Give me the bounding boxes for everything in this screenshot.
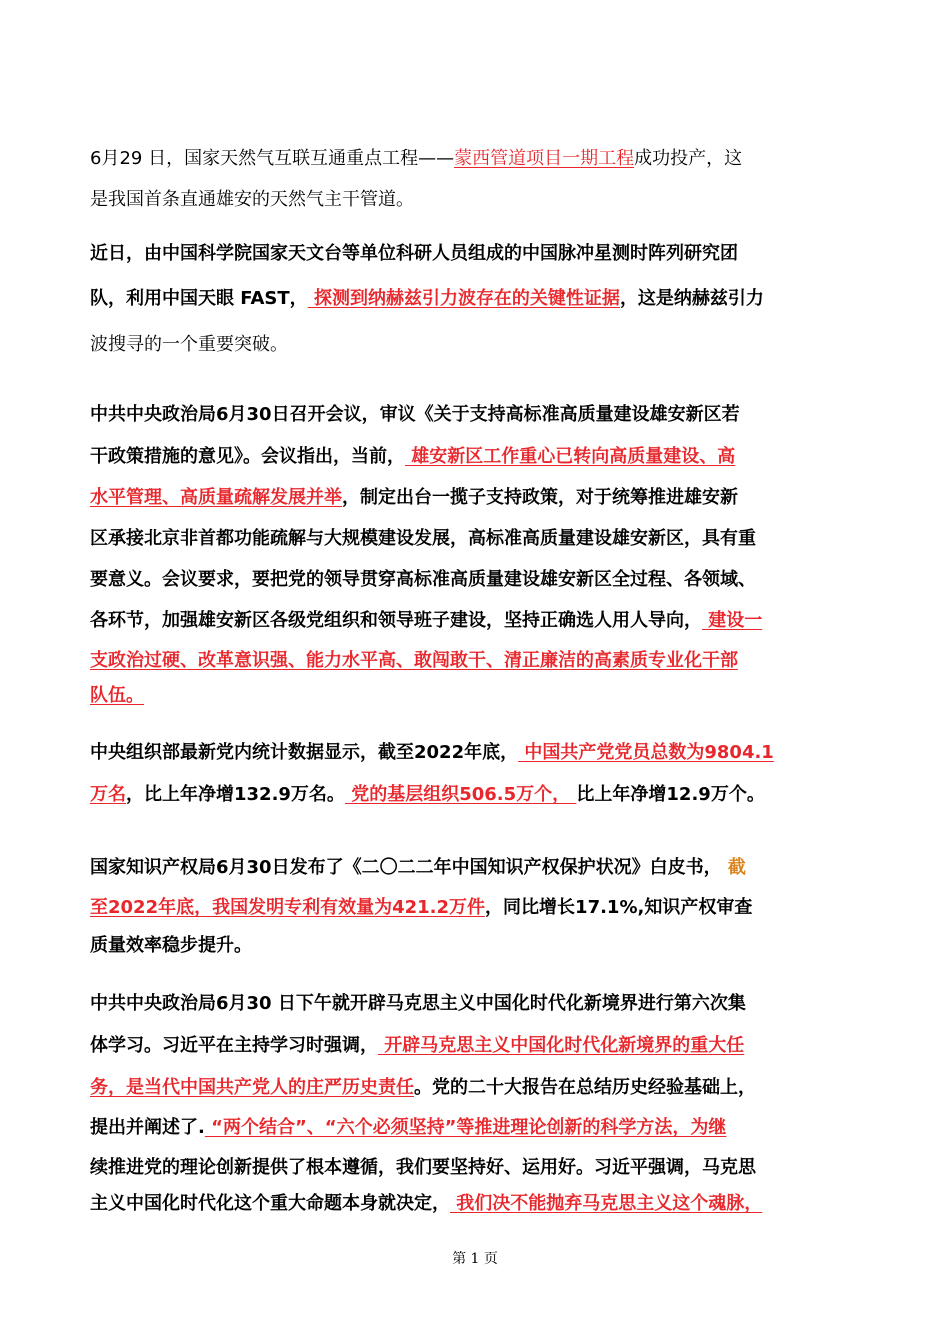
- text-span: ，同比增长17.1%,知识产权审查: [485, 897, 753, 918]
- highlighted-text: 支政治过硬、改革意识强、能力水平高、敢闯敢干、清正廉洁的高素质专业化干部: [90, 650, 738, 671]
- text-line: [90, 738, 774, 768]
- highlighted-text: 至2022年底，我国发明专利有效量为421.2万件: [90, 897, 486, 918]
- highlighted-text: 队伍。: [90, 685, 144, 706]
- text-line: [90, 1031, 744, 1061]
- text-span: 。党的二十大报告在总结历史经验基础上，: [414, 1077, 756, 1098]
- highlighted-text: 水平管理、高质量疏解发展并举: [90, 487, 342, 508]
- text-line: [90, 524, 756, 554]
- highlighted-text: 探测到纳赫兹引力波存在的关键性证据: [307, 288, 620, 309]
- text-span: ，比上年净增132.9万名。: [126, 784, 345, 805]
- text-line: [90, 483, 738, 513]
- text-span: 质量效率稳步提升。: [90, 935, 252, 956]
- page-number: 第 1 页: [452, 1251, 498, 1267]
- text-span: 是我国首条直通雄安的天然气主干管道。: [90, 189, 414, 210]
- text-span: 区承接北京非首都功能疏解与大规模建设发展，高标准高质量建设雄安新区，具有重: [90, 528, 756, 549]
- text-span: 续推进党的理论创新提供了根本遵循，我们要坚持好、运用好。习近平强调，马克思: [90, 1157, 756, 1178]
- text-span: 中共中央政治局6月30 日下午就开辟马克思主义中国化时代化新境界进行第六次集: [90, 993, 746, 1014]
- text-span: 国家知识产权局6月30日发布了《二〇二二年中国知识产权保护状况》白皮书，: [90, 857, 722, 878]
- highlighted-text: “两个结合”、“六个必须坚持”等推进理论创新的科学方法，为继: [204, 1117, 727, 1138]
- text-line: [90, 646, 738, 676]
- highlighted-text: 开辟马克思主义中国化时代化新境界的重大任: [378, 1035, 745, 1056]
- text-span: 体学习。习近平在主持学习时强调，: [90, 1035, 378, 1056]
- text-span: 近日，由中国科学院国家天文台等单位科研人员组成的中国脉冲星测时阵列研究团: [90, 243, 738, 264]
- text-line: [90, 853, 746, 883]
- text-span: 波搜寻的一个重要突破。: [90, 334, 288, 355]
- text-span: 中央组织部最新党内统计数据显示，截至2022年底，: [90, 742, 519, 763]
- text-line: [90, 400, 740, 430]
- text-line: [90, 931, 252, 961]
- text-span: 要意义。会议要求，要把党的领导贯穿高标准高质量建设雄安新区全过程、各领域、: [90, 569, 756, 590]
- highlighted-text: 万名: [90, 784, 126, 805]
- text-line: [90, 1189, 762, 1219]
- highlighted-text: 雄安新区工作重心已转向高质量建设、高: [405, 446, 736, 467]
- text-line: [90, 442, 735, 472]
- text-span: 提出并阐述了.: [90, 1117, 205, 1138]
- text-line: [90, 1073, 756, 1103]
- text-span: 比上年净增12.9万个。: [576, 784, 765, 805]
- highlighted-text: 中国共产党党员总数为9804.1: [518, 742, 774, 763]
- orange-text: 截: [721, 857, 746, 878]
- text-line: [90, 606, 762, 636]
- text-span: 中共中央政治局6月30日召开会议，审议《关于支持高标准高质量建设雄安新区若: [90, 404, 740, 425]
- text-span: ，这是纳赫兹引力: [619, 288, 764, 309]
- highlighted-text: 务，是当代中国共产党人的庄严历史责任: [90, 1077, 414, 1098]
- text-line: [90, 989, 746, 1019]
- text-line: [90, 185, 414, 215]
- text-line: [90, 330, 288, 360]
- text-line: [90, 565, 756, 595]
- text-line: [90, 239, 738, 269]
- highlighted-text: 党的基层组织506.5万个，: [344, 784, 577, 805]
- text-span: ，制定出台一揽子支持政策，对于统筹推进雄安新: [342, 487, 738, 508]
- text-line: [90, 144, 742, 174]
- text-line: [90, 893, 752, 923]
- text-line: [90, 284, 764, 314]
- text-line: [90, 681, 144, 711]
- highlighted-text: 我们决不能抛弃马克思主义这个魂脉，: [450, 1193, 763, 1214]
- text-line: [90, 780, 765, 810]
- highlighted-text: 蒙西管道项目一期工程: [454, 148, 635, 169]
- text-span: 6月29 日，国家天然气互联互通重点工程——: [90, 148, 455, 169]
- text-span: 队，利用中国天眼 FAST，: [90, 288, 308, 309]
- text-span: 干政策措施的意见》。会议指出，当前，: [90, 446, 405, 467]
- text-span: 主义中国化时代化这个重大命题本身就决定，: [90, 1193, 450, 1214]
- highlighted-text: 建设一: [702, 610, 763, 631]
- text-span: 各环节，加强雄安新区各级党组织和领导班子建设，坚持正确选人用人导向，: [90, 610, 702, 631]
- text-line: [90, 1153, 756, 1183]
- text-span: 成功投产，这: [634, 148, 743, 169]
- text-line: [90, 1113, 726, 1143]
